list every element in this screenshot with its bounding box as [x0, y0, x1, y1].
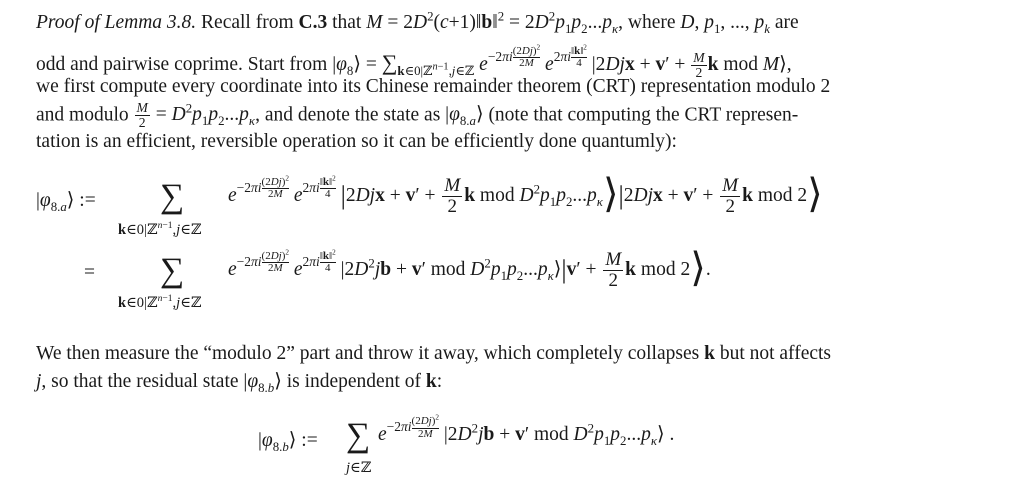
text: , and denote the state as	[255, 104, 441, 126]
sum-subscript: j∈ℤ	[346, 460, 372, 476]
text: that	[332, 12, 362, 33]
text: so that the residual state	[51, 371, 239, 392]
proof-heading: Proof of Lemma 3.8.	[36, 12, 197, 33]
proof-line-5	[36, 129, 677, 155]
symbol-k: k	[425, 371, 437, 392]
summand: $e^{-2\pi i \frac{(2Dj)^2}{2M}}$ $e^{2\pi i \frac{‖k‖^2}{4}}$ |2Djx + v′ + $\frac{M}{2}$ k mod $D^2p_1p_2...p_\kappa⟩|2Djx + v'$ + $\frac{M}{2}$ k mod 2⟩	[228, 170, 823, 217]
lhs: $|\varphi_{8.b}⟩$ :=	[258, 430, 318, 454]
sum-symbol: ∑	[160, 252, 185, 289]
measure-line-1	[36, 341, 831, 367]
text: are	[774, 12, 799, 33]
sum-symbol: ∑	[346, 417, 371, 454]
text: we first compute every coordinate into its Chinese remainder theorem (CRT) representation modulo 2	[36, 76, 831, 97]
formula: $|\varphi_{8.a}⟩$	[445, 104, 484, 129]
sum-subscript: k∈0|ℤ$^{n-1}$,j∈ℤ	[118, 220, 202, 238]
symbol-k: k	[704, 343, 715, 364]
text: Recall from	[201, 12, 294, 33]
formula: $|\varphi_8⟩ = \sum_{k\in 0|ℤ^{n-1},j\in ℤ}$ $e^{-2\pi i \frac{(2Dj)^2}{2M}}$ $e^{2\pi i \frac{‖k‖^2}{4}}$ |2Djx + v′ + $\frac{M}{2}$ k mod M⟩,	[332, 43, 792, 81]
text: We then measure the “modulo 2” part and throw it away, which completely collapses	[36, 343, 700, 364]
lhs: $|\varphi_{8.a}⟩$ :=	[36, 190, 96, 214]
proof-line-3	[36, 74, 830, 100]
formula: $|\varphi_{8.b}⟩$	[243, 371, 282, 395]
measure-line-2: j, so that the residual state $|\varphi_{8.b}⟩$ is independent of k:	[36, 371, 443, 395]
reference: C.3	[298, 12, 328, 33]
sum-subscript: k∈0|ℤ$^{n-1}$,j∈ℤ	[118, 293, 202, 311]
text: :	[436, 371, 443, 392]
symbol-j: j	[36, 371, 42, 392]
sum-symbol: ∑	[160, 178, 185, 215]
formula: $M = 2D^2(c+1)‖b‖^2 = 2D^2p_1p_2...p_\kappa$, where D, $p_1$, ..., $p_k$	[366, 9, 771, 36]
text: but not affects	[719, 343, 832, 364]
text: (note that computing the CRT represen-	[488, 104, 799, 126]
proof-line-4	[36, 101, 798, 131]
text: is independent of	[286, 371, 422, 392]
text: and modulo	[36, 104, 129, 126]
summand: $e^{-2\pi i \frac{(2Dj)^2}{2M}}$ $e^{2\pi i \frac{‖k‖^2}{4}}$ $|2D^2jb + v'$ mod $D^2p_1p_2...p_\kappa⟩|v'$ + $\frac{M}{2}$ k mod 2⟩.	[228, 244, 711, 291]
equals: =	[84, 262, 95, 283]
text: tation is an efficient, reversible operation so it can be efficiently done quantumly):	[36, 131, 677, 152]
text: odd and pairwise coprime. Start from	[36, 54, 328, 75]
summand: $e^{-2\pi i \frac{(2Dj)^2}{2M}}$ $|2D^2jb + v'$ mod $D^2p_1p_2...p_\kappa⟩$ .	[378, 413, 675, 449]
formula: $\frac{M}{2}$ = $D^2p_1p_2...p_\kappa$	[136, 100, 256, 131]
proof-line-1	[36, 10, 799, 36]
